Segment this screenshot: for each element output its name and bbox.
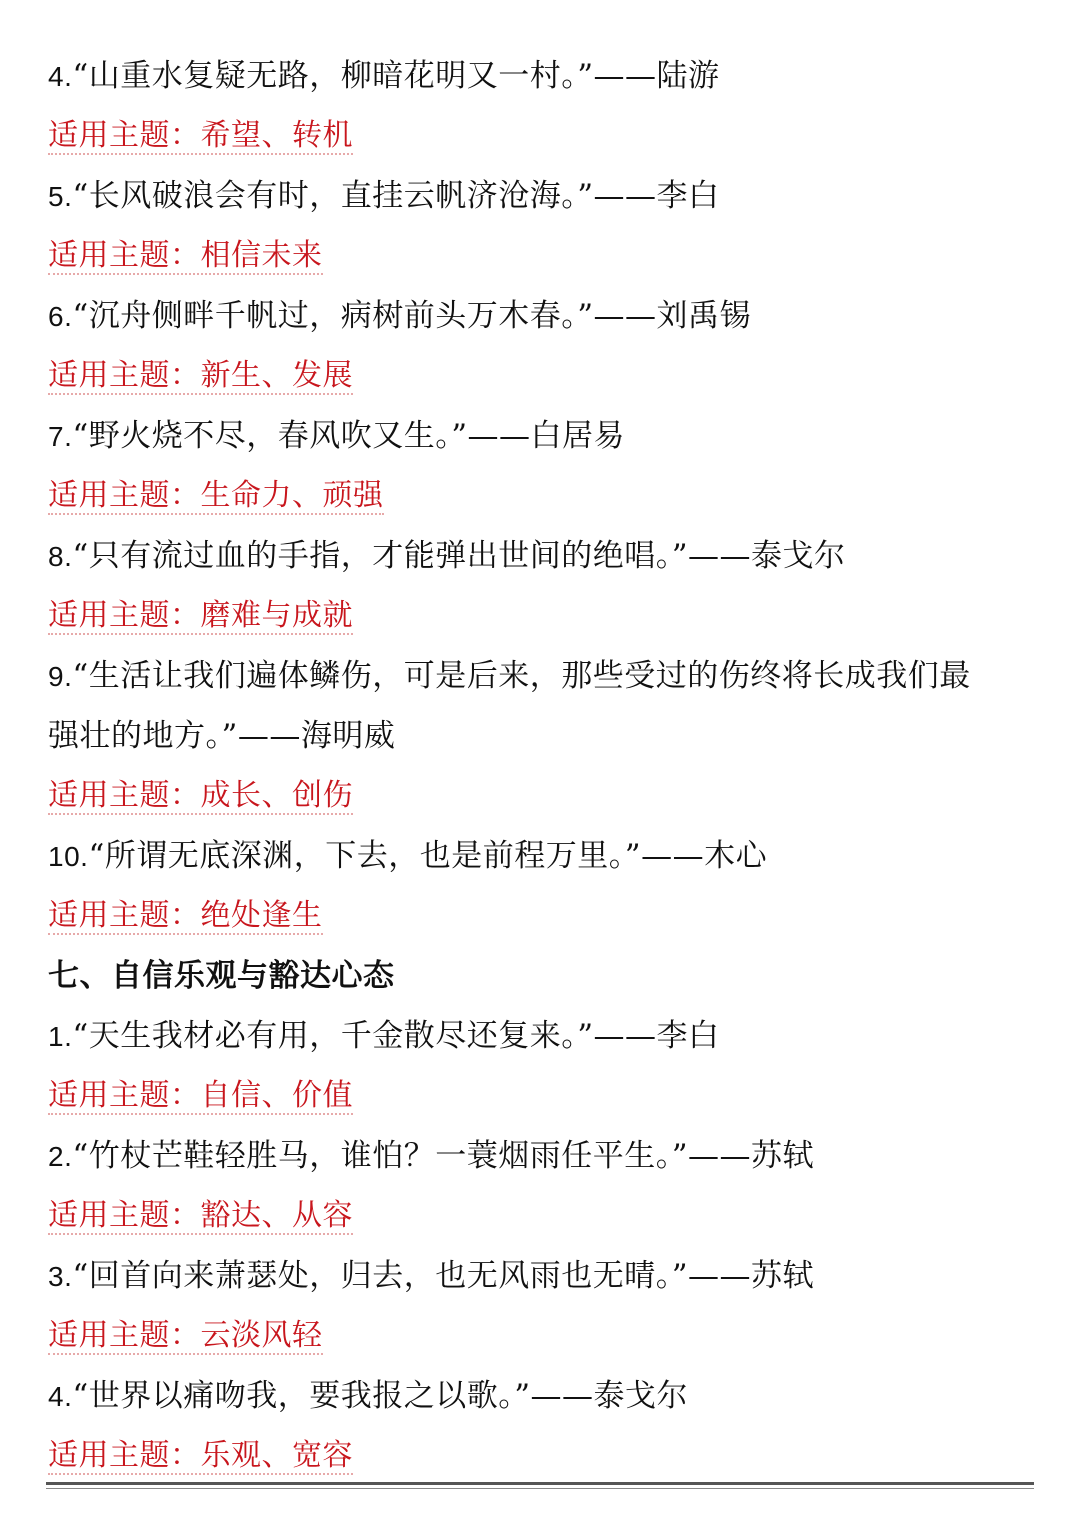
quote-number: 3. [48,1261,73,1292]
theme-value: 自信、价值 [200,1078,353,1113]
quote-item [48,646,1038,706]
theme-label: 适用主题： [48,238,201,273]
theme-value: 绝处逢生 [200,898,323,933]
theme-label: 适用主题： [48,1438,201,1473]
quote-text: “生活让我们遍体鳞伤，可是后来，那些受过的伤终将长成我们最 [72,658,971,694]
theme-label-group [48,1436,353,1476]
quote-item [48,826,1038,886]
quote-number: 8. [48,541,73,572]
quote-text: “只有流过血的手指，才能弹出世间的绝唱。”——泰戈尔 [72,538,846,574]
quote-number: 7. [48,421,73,452]
theme-label-group [48,236,323,276]
quote-text: “山重水复疑无路，柳暗花明又一村。”——陆游 [72,58,720,94]
theme-value: 成长、创伤 [200,778,353,813]
quote-item [48,1126,1038,1186]
theme-label-group [48,476,384,516]
document-page [48,46,1038,1486]
quote-text: “长风破浪会有时，直挂云帆济沧海。”——李白 [72,178,720,214]
theme-label: 适用主题： [48,118,201,153]
quote-number: 10. [48,841,89,872]
quote-item [48,1246,1038,1306]
theme-label: 适用主题： [48,1318,201,1353]
quote-text: “野火烧不尽，春风吹又生。”——白居易 [72,418,626,454]
theme-value: 新生、发展 [200,358,353,393]
theme-label: 适用主题： [48,898,201,933]
theme-label-group [48,1196,353,1236]
quote-text: “回首向来萧瑟处，归去，也无风雨也无晴。”——苏轼 [72,1258,815,1294]
theme-line [48,1426,1038,1486]
quote-item [48,286,1038,346]
quote-item [48,1006,1038,1066]
quote-text: “竹杖芒鞋轻胜马，谁怕？一蓑烟雨任平生。”——苏轼 [72,1138,815,1174]
theme-label: 适用主题： [48,1078,201,1113]
theme-value: 乐观、宽容 [200,1438,353,1473]
theme-line [48,886,1038,946]
quote-item [48,406,1038,466]
quote-number: 6. [48,301,73,332]
footer-rule [46,1482,1034,1485]
theme-label-group [48,776,353,816]
theme-label: 适用主题： [48,598,201,633]
theme-line [48,1186,1038,1246]
theme-label-group [48,596,353,636]
quote-text-continued: 强壮的地方。”——海明威 [48,718,396,754]
quote-number: 1. [48,1021,73,1052]
theme-label-group [48,356,353,396]
theme-line [48,766,1038,826]
quote-number: 9. [48,661,73,692]
theme-value: 生命力、顽强 [200,478,384,513]
quote-text: “所谓无底深渊，下去，也是前程万里。”——木心 [88,838,768,874]
quote-continuation [48,706,1038,766]
quote-item [48,1366,1038,1426]
theme-value: 希望、转机 [200,118,353,153]
theme-label-group [48,896,323,936]
quote-number: 5. [48,181,73,212]
quote-number: 4. [48,61,73,92]
theme-label-group [48,1076,353,1116]
theme-value: 相信未来 [200,238,323,273]
theme-value: 豁达、从容 [200,1198,353,1233]
theme-value: 磨难与成就 [200,598,353,633]
quote-text: “世界以痛吻我，要我报之以歌。”——泰戈尔 [72,1378,689,1414]
theme-label: 适用主题： [48,778,201,813]
section-heading: 七、自信乐观与豁达心态 [48,958,395,994]
quote-item [48,46,1038,106]
theme-label: 适用主题： [48,478,201,513]
theme-line [48,586,1038,646]
quote-text: “沉舟侧畔千帆过，病树前头万木春。”——刘禹锡 [72,298,752,334]
quote-number: 4. [48,1381,73,1412]
quote-number: 2. [48,1141,73,1172]
theme-label: 适用主题： [48,1198,201,1233]
theme-line [48,1066,1038,1126]
footer-rule-thin [46,1488,1034,1489]
theme-line [48,226,1038,286]
quote-item [48,526,1038,586]
theme-line [48,466,1038,526]
theme-line [48,346,1038,406]
quote-text: “天生我材必有用，千金散尽还复来。”——李白 [72,1018,720,1054]
quote-item [48,166,1038,226]
theme-line [48,106,1038,166]
theme-line [48,1306,1038,1366]
theme-value: 云淡风轻 [200,1318,323,1353]
theme-label-group [48,116,353,156]
theme-label-group [48,1316,323,1356]
theme-label: 适用主题： [48,358,201,393]
